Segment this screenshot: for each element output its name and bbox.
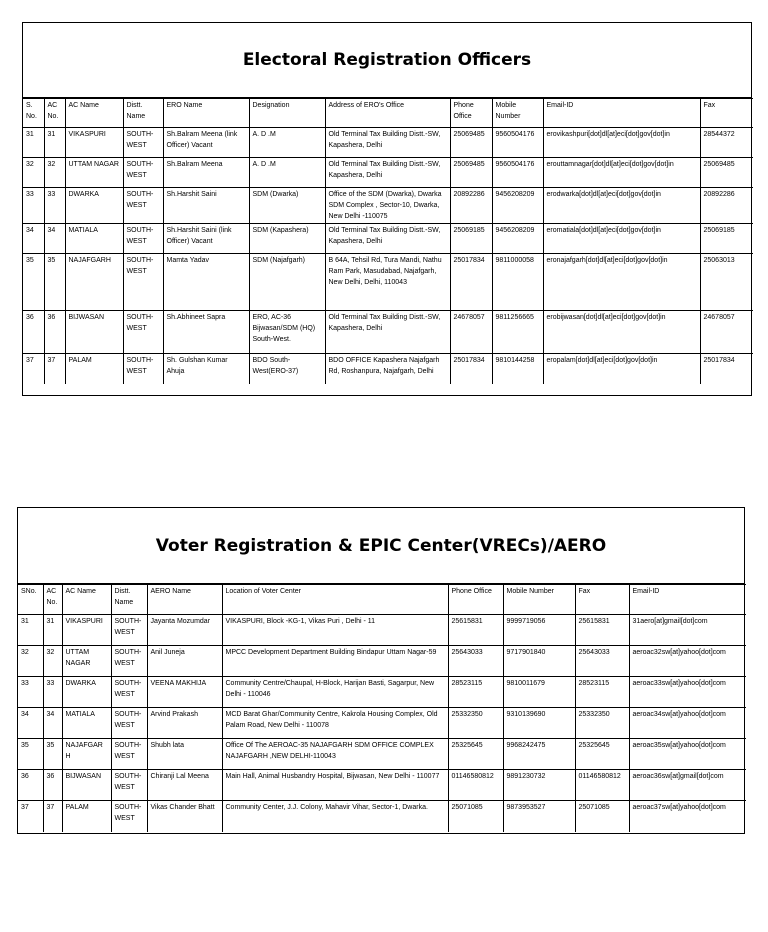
vrec-cell: 28523115: [575, 677, 629, 708]
vrec-cell: 31: [18, 615, 43, 646]
ero-cell: UTTAM NAGAR: [65, 158, 123, 188]
ero-table-row: [23, 311, 753, 354]
ero-cell: 9560504176: [492, 128, 543, 158]
ero-cell: Old Terminal Tax Building Distt.-SW, Kapashera, Delhi: [325, 224, 450, 254]
ero-header-cell: S. No.: [23, 99, 44, 128]
ero-cell: erouttamnagar[dot]dl[at]eci[dot]gov[dot]in: [543, 158, 700, 188]
vrec-cell: SOUTH-WEST: [111, 770, 147, 801]
ero-cell: NAJAFGARH: [65, 254, 123, 311]
vrec-table-row: [18, 801, 746, 832]
ero-cell: ERO, AC-36 Bijwasan/SDM (HQ) South-West.: [249, 311, 325, 354]
vrec-cell: 37: [18, 801, 43, 832]
ero-cell: 25069485: [450, 128, 492, 158]
ero-header-cell: Mobile Number: [492, 99, 543, 128]
vrec-cell: 35: [18, 739, 43, 770]
ero-cell: 34: [23, 224, 44, 254]
vrec-cell: SOUTH-WEST: [111, 646, 147, 677]
ero-cell: erovikashpuri[dot]dl[at]eci[dot]gov[dot]in: [543, 128, 700, 158]
vrec-cell: aeroac32sw[at]yahoo[dot]com: [629, 646, 746, 677]
vrec-cell: Jayanta Mozumdar: [147, 615, 222, 646]
vrec-table-row: [18, 677, 746, 708]
vrec-cell: 31: [43, 615, 62, 646]
ero-cell: A. D .M: [249, 128, 325, 158]
ero-cell: SOUTH-WEST: [123, 188, 163, 224]
vrec-cell: 9873953527: [503, 801, 575, 832]
ero-table-row: [23, 354, 753, 384]
ero-table-row: [23, 188, 753, 224]
vrec-cell: 32: [43, 646, 62, 677]
ero-header-cell: Designation: [249, 99, 325, 128]
ero-cell: 9811000058: [492, 254, 543, 311]
vrec-cell: 25643033: [448, 646, 503, 677]
vrec-cell: BIJWASAN: [62, 770, 111, 801]
vrec-table-block: [17, 507, 745, 834]
vrec-cell: 9968242475: [503, 739, 575, 770]
vrec-cell: 25332350: [448, 708, 503, 739]
vrec-cell: PALAM: [62, 801, 111, 832]
ero-cell: 32: [23, 158, 44, 188]
ero-cell: 36: [44, 311, 65, 354]
vrec-cell: 34: [43, 708, 62, 739]
ero-cell: Sh. Gulshan Kumar Ahuja: [163, 354, 249, 384]
ero-cell: SOUTH-WEST: [123, 158, 163, 188]
ero-cell: 9811256665: [492, 311, 543, 354]
vrec-cell: MCD Barat Ghar/Community Centre, Kakrola Housing Complex, Old Palam Road, New Delhi - 110078: [222, 708, 448, 739]
vrec-cell: MATIALA: [62, 708, 111, 739]
vrec-cell: Anil Juneja: [147, 646, 222, 677]
vrec-cell: 36: [43, 770, 62, 801]
ero-cell: 25017834: [450, 254, 492, 311]
vrec-title: Voter Registration & EPIC Center(VRECs)/AERO: [18, 508, 744, 584]
vrec-cell: 25615831: [575, 615, 629, 646]
vrec-table-row: [18, 615, 746, 646]
ero-cell: SDM (Najafgarh): [249, 254, 325, 311]
vrec-cell: 32: [18, 646, 43, 677]
ero-cell: 32: [44, 158, 65, 188]
ero-cell: 24678057: [700, 311, 753, 354]
ero-header-cell: Phone Office: [450, 99, 492, 128]
vrec-table-row: [18, 646, 746, 677]
ero-cell: Sh.Abhineet Sapra: [163, 311, 249, 354]
ero-cell: 37: [44, 354, 65, 384]
ero-cell: BIJWASAN: [65, 311, 123, 354]
ero-header-cell: Address of ERO's Office: [325, 99, 450, 128]
ero-table-row: [23, 224, 753, 254]
vrec-cell: 9717901840: [503, 646, 575, 677]
ero-cell: 25069485: [700, 158, 753, 188]
ero-header-cell: Fax: [700, 99, 753, 128]
vrec-cell: Chiranji Lal Meena: [147, 770, 222, 801]
vrec-cell: SOUTH-WEST: [111, 739, 147, 770]
vrec-cell: 35: [43, 739, 62, 770]
ero-cell: 37: [23, 354, 44, 384]
ero-cell: SDM (Dwarka): [249, 188, 325, 224]
vrec-header-cell: AERO Name: [147, 585, 222, 615]
vrec-cell: 25325645: [575, 739, 629, 770]
vrec-cell: 33: [18, 677, 43, 708]
ero-header-cell: Distt. Name: [123, 99, 163, 128]
ero-cell: Old Terminal Tax Building Distt.-SW, Kapashera, Delhi: [325, 311, 450, 354]
vrec-cell: Arvind Prakash: [147, 708, 222, 739]
ero-cell: PALAM: [65, 354, 123, 384]
ero-cell: eropalam[dot]dl[at]eci[dot]gov[dot]in: [543, 354, 700, 384]
ero-cell: Sh.Harshit Saini (link Officer) Vacant: [163, 224, 249, 254]
vrec-table-row: [18, 739, 746, 770]
ero-cell: Sh.Balram Meena: [163, 158, 249, 188]
ero-cell: MATIALA: [65, 224, 123, 254]
vrec-cell: 25643033: [575, 646, 629, 677]
vrec-cell: 28523115: [448, 677, 503, 708]
ero-cell: 20892286: [700, 188, 753, 224]
ero-cell: SOUTH-WEST: [123, 254, 163, 311]
ero-header-cell: ERO Name: [163, 99, 249, 128]
vrec-header-row: [18, 585, 746, 615]
ero-cell: 28544372: [700, 128, 753, 158]
ero-header-row: [23, 99, 753, 128]
vrec-header-cell: Email-ID: [629, 585, 746, 615]
ero-cell: A. D .M: [249, 158, 325, 188]
vrec-cell: 31aero[at]gmail[dot]com: [629, 615, 746, 646]
ero-cell: SOUTH-WEST: [123, 311, 163, 354]
ero-cell: 9456208209: [492, 188, 543, 224]
vrec-cell: 25071085: [575, 801, 629, 832]
vrec-cell: 33: [43, 677, 62, 708]
vrec-cell: UTTAM NAGAR: [62, 646, 111, 677]
ero-cell: SOUTH-WEST: [123, 224, 163, 254]
vrec-cell: 01146580812: [448, 770, 503, 801]
ero-cell: 25017834: [450, 354, 492, 384]
ero-cell: 36: [23, 311, 44, 354]
vrec-header-cell: AC Name: [62, 585, 111, 615]
vrec-header-cell: SNo.: [18, 585, 43, 615]
vrec-cell: aeroac37sw[at]yahoo[dot]com: [629, 801, 746, 832]
vrec-table: [18, 584, 746, 832]
ero-cell: erobijwasan[dot]dl[at]eci[dot]gov[dot]in: [543, 311, 700, 354]
vrec-cell: SOUTH-WEST: [111, 708, 147, 739]
vrec-cell: SOUTH-WEST: [111, 801, 147, 832]
vrec-table-row: [18, 708, 746, 739]
ero-cell: Office of the SDM (Dwarka), Dwarka SDM Complex , Sector-10, Dwarka, New Delhi -110075: [325, 188, 450, 224]
vrec-header-cell: Fax: [575, 585, 629, 615]
ero-cell: DWARKA: [65, 188, 123, 224]
ero-cell: 34: [44, 224, 65, 254]
vrec-cell: Office Of The AEROAC-35 NAJAFGARH SDM OFFICE COMPLEX NAJAFGARH ,NEW DELHI-110043: [222, 739, 448, 770]
vrec-cell: 34: [18, 708, 43, 739]
ero-cell: 24678057: [450, 311, 492, 354]
ero-cell: eromatiala[dot]dl[at]eci[dot]gov[dot]in: [543, 224, 700, 254]
vrec-header-cell: AC No.: [43, 585, 62, 615]
ero-cell: B 64A, Tehsil Rd, Tura Mandi, Nathu Ram Park, Masudabad, Najafgarh, New Delhi, Delhi, 110043: [325, 254, 450, 311]
ero-cell: Sh.Harshit Saini: [163, 188, 249, 224]
ero-cell: 33: [44, 188, 65, 224]
vrec-cell: 01146580812: [575, 770, 629, 801]
vrec-table-row: [18, 770, 746, 801]
ero-title: Electoral Registration Officers: [23, 23, 751, 98]
vrec-cell: 9310139690: [503, 708, 575, 739]
vrec-cell: Community Center, J.J. Colony, Mahavir Vihar, Sector-1, Dwarka.: [222, 801, 448, 832]
ero-cell: 31: [44, 128, 65, 158]
ero-cell: SDM (Kapashera): [249, 224, 325, 254]
vrec-header-cell: Phone Office: [448, 585, 503, 615]
ero-cell: Old Terminal Tax Building Distt.-SW, Kapashera, Delhi: [325, 158, 450, 188]
vrec-cell: 25332350: [575, 708, 629, 739]
vrec-cell: 9891230732: [503, 770, 575, 801]
ero-cell: eronajafgarh[dot]dl[at]eci[dot]gov[dot]in: [543, 254, 700, 311]
ero-cell: BDO OFFICE Kapashera Najafgarh Rd, Roshanpura, Najafgarh, Delhi: [325, 354, 450, 384]
vrec-cell: 37: [43, 801, 62, 832]
vrec-cell: DWARKA: [62, 677, 111, 708]
vrec-cell: SOUTH-WEST: [111, 615, 147, 646]
ero-cell: 33: [23, 188, 44, 224]
ero-cell: 20892286: [450, 188, 492, 224]
ero-table-row: [23, 254, 753, 311]
ero-cell: 25069485: [450, 158, 492, 188]
ero-header-cell: Email-ID: [543, 99, 700, 128]
vrec-cell: aeroac36sw[at]gmail[dot]com: [629, 770, 746, 801]
ero-table: [23, 98, 753, 384]
vrec-cell: aeroac35sw[at]yahoo[dot]com: [629, 739, 746, 770]
ero-cell: 35: [23, 254, 44, 311]
vrec-cell: NAJAFGARH: [62, 739, 111, 770]
ero-cell: Old Terminal Tax Building Distt.-SW, Kapashera, Delhi: [325, 128, 450, 158]
vrec-header-cell: Distt. Name: [111, 585, 147, 615]
ero-cell: 25017834: [700, 354, 753, 384]
vrec-cell: MPCC Development Department Building Bindapur Uttam Nagar-59: [222, 646, 448, 677]
vrec-cell: 36: [18, 770, 43, 801]
ero-cell: VIKASPURI: [65, 128, 123, 158]
ero-cell: Sh.Balram Meena (link Officer) Vacant: [163, 128, 249, 158]
ero-cell: SOUTH-WEST: [123, 354, 163, 384]
vrec-cell: aeroac34sw[at]yahoo[dot]com: [629, 708, 746, 739]
ero-cell: 9810144258: [492, 354, 543, 384]
vrec-cell: VIKASPURI: [62, 615, 111, 646]
vrec-header-cell: Mobile Number: [503, 585, 575, 615]
vrec-cell: aeroac33sw[at]yahoo[dot]com: [629, 677, 746, 708]
vrec-cell: 9999719056: [503, 615, 575, 646]
ero-table-row: [23, 128, 753, 158]
vrec-cell: SOUTH-WEST: [111, 677, 147, 708]
vrec-header-cell: Location of Voter Center: [222, 585, 448, 615]
ero-cell: 35: [44, 254, 65, 311]
ero-cell: 25069185: [700, 224, 753, 254]
vrec-cell: 25615831: [448, 615, 503, 646]
vrec-cell: 25325645: [448, 739, 503, 770]
ero-table-row: [23, 158, 753, 188]
ero-header-cell: AC Name: [65, 99, 123, 128]
ero-cell: 9456208209: [492, 224, 543, 254]
vrec-cell: Community Centre/Chaupal, H-Block, Harijan Basti, Sagarpur, New Delhi - 110046: [222, 677, 448, 708]
ero-cell: 31: [23, 128, 44, 158]
vrec-cell: VIKASPURI, Block -KG-1, Vikas Puri , Delhi - 11: [222, 615, 448, 646]
vrec-cell: VEENA MAKHIJA: [147, 677, 222, 708]
ero-cell: 9560504176: [492, 158, 543, 188]
ero-cell: Mamta Yadav: [163, 254, 249, 311]
vrec-cell: Shubh lata: [147, 739, 222, 770]
ero-cell: BDO South-West(ERO-37): [249, 354, 325, 384]
ero-cell: 25069185: [450, 224, 492, 254]
vrec-cell: Main Hall, Animal Husbandry Hospital, Bijwasan, New Delhi - 110077: [222, 770, 448, 801]
ero-header-cell: AC No.: [44, 99, 65, 128]
ero-table-block: [22, 22, 752, 396]
vrec-cell: 25071085: [448, 801, 503, 832]
ero-cell: SOUTH-WEST: [123, 128, 163, 158]
ero-cell: 25063013: [700, 254, 753, 311]
vrec-cell: Vikas Chander Bhatt: [147, 801, 222, 832]
ero-cell: erodwarka[dot]dl[at]eci[dot]gov[dot]in: [543, 188, 700, 224]
vrec-cell: 9810011679: [503, 677, 575, 708]
